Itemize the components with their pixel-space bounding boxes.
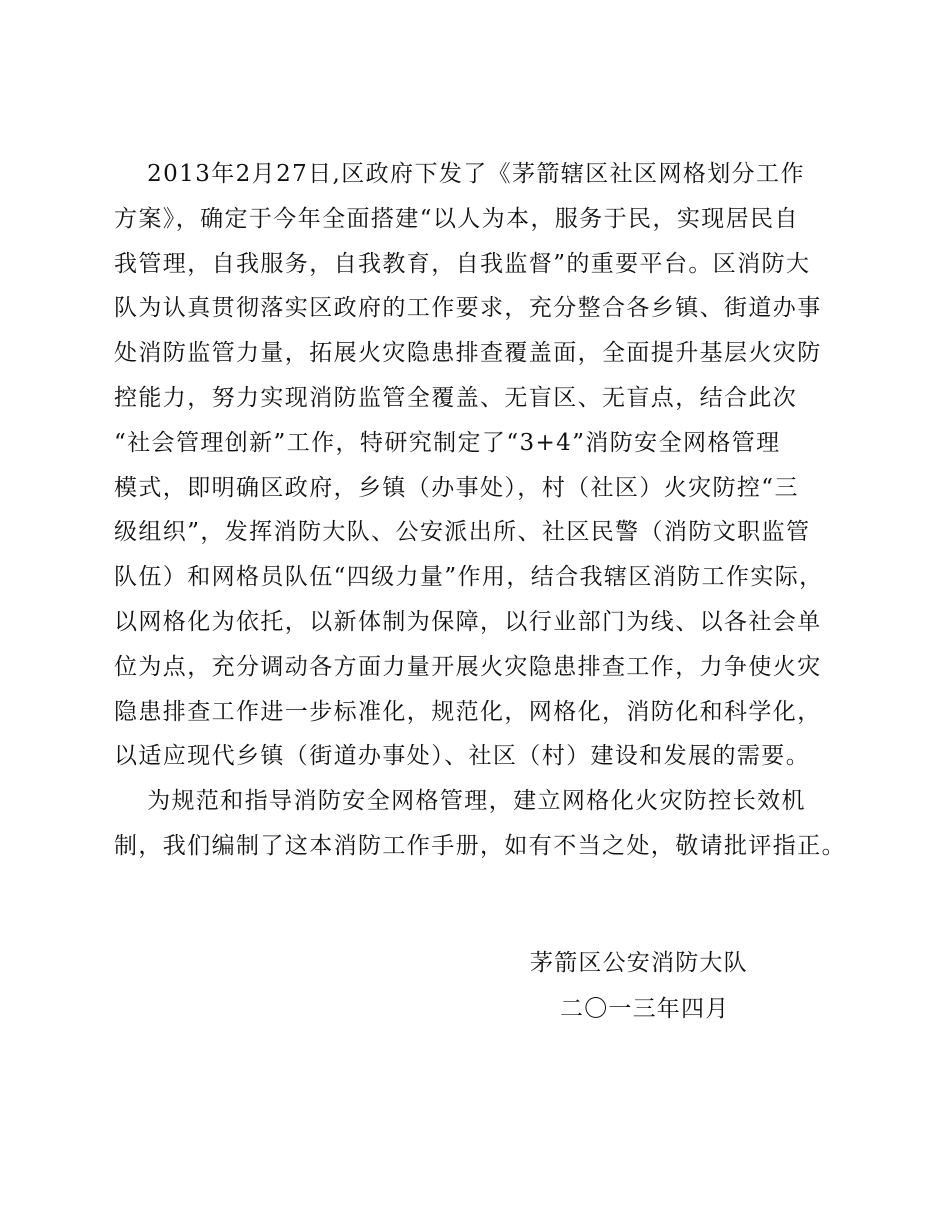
paragraph-line: 2013年2月27日,区政府下发了《茅箭辖区社区网格划分工作 — [114, 161, 805, 187]
signature-organization: 茅箭区公安消防大队 — [530, 950, 748, 976]
paragraph-line: 隐患排查工作进一步标准化，规范化，网格化，消防化和科学化， — [114, 698, 822, 725]
paragraph-line: 队伍）和网格员队伍“四级力量”作用，结合我辖区消防工作实际， — [114, 564, 824, 591]
signature-block — [530, 940, 830, 1032]
paragraph-line: 制，我们编制了这本消防工作手册，如有不当之处，敬请批评指正。 — [114, 832, 846, 859]
paragraph-line: 级组织”，发挥消防大队、公安派出所、社区民警（消防文职监管 — [114, 519, 811, 546]
body-text — [114, 152, 854, 869]
paragraph-line: 方案》，确定于今年全面搭建“以人为本，服务于民，实现居民自 — [114, 205, 799, 232]
paragraph-line: 位为点，充分调动各方面力量开展火灾隐患排查工作，力争使火灾 — [114, 653, 822, 680]
paragraph-line: 以网格化为依托，以新体制为保障，以行业部门为线、以各社会单 — [114, 608, 822, 635]
paragraph-line: 队为认真贯彻落实区政府的工作要求，充分整合各乡镇、街道办事 — [114, 295, 822, 322]
paragraph-line: 处消防监管力量，拓展火灾隐患排查覆盖面，全面提升基层火灾防 — [114, 340, 822, 367]
paragraph-line: 以适应现代乡镇（街道办事处）、社区（村）建设和发展的需要。 — [114, 743, 811, 770]
paragraph-line: 为规范和指导消防安全网格管理，建立网格化火灾防控长效机 — [114, 788, 806, 815]
paragraph-line: 控能力，努力实现消防监管全覆盖、无盲区、无盲点，结合此次 — [114, 384, 798, 411]
paragraph-line: “社会管理创新”工作，特研究制定了“3+4”消防安全网格管理 — [114, 429, 781, 456]
paragraph-line: 模式，即明确区政府，乡镇（办事处），村（社区）火灾防控“三 — [114, 474, 799, 501]
signature-date: 二〇一三年四月 — [560, 996, 730, 1022]
paragraph-line: 我管理，自我服务，自我教育，自我监督”的重要平台。区消防大 — [114, 250, 811, 277]
